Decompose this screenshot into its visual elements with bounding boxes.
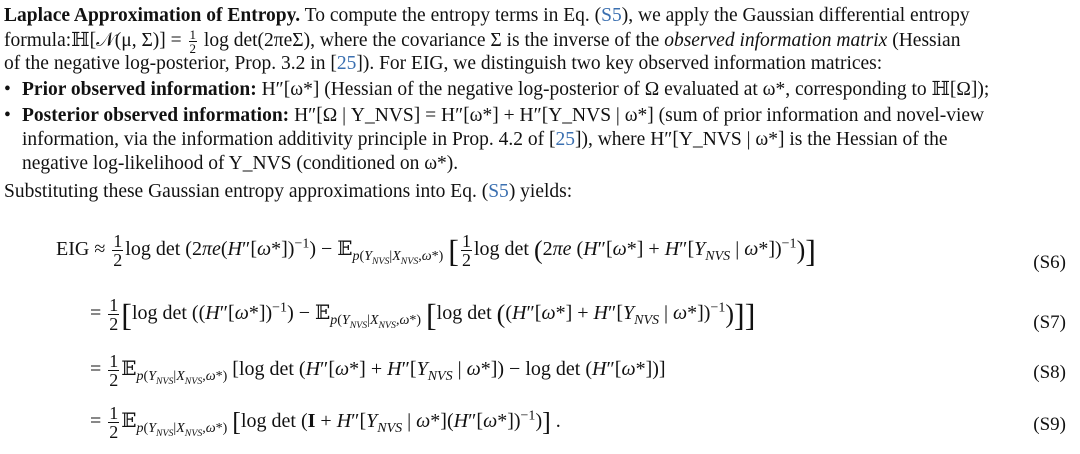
equation-label: (S7) [1033, 312, 1066, 333]
equation-s8: = $\frac{1}{2}$ 𝔼$_{p(Y_{NVS}|X_{NVS},\omega*)}$ [log $\det (H''[\omega*] + H''[Y_{NVS}$ | ω*]) − log det (H″[ω*])] [90, 351, 666, 390]
citation-link[interactable]: 25 [336, 53, 357, 74]
equation-label: (S9) [1033, 414, 1066, 435]
equation-s7: = $\frac{1}{2}$ [log $\det ((H''[\omega*])^{-1})$ − 𝔼$_{p(Y_{NVS}|X_{NVS},\omega*)}$ [log $\det ((H''[\omega*] + H''[Y_{NVS}$ | ω*])$^{-1}$)]] [90, 295, 756, 334]
bullet-posterior-line2: information, via the information additivity principle in Prop. 4.2 of [25]), where H″[Y_NVS | ω*] is the Hessian of the [22, 129, 948, 150]
para1-line3: of the negative log-posterior, Prop. 3.2 in [25]). For EIG, we distinguish two key observed information matrices: [4, 53, 883, 74]
bullet-posterior-line3: negative log-likelihood of Y_NVS (conditioned on ω*). [22, 153, 459, 174]
fraction-half: $\frac{1}{2}$ [189, 27, 197, 56]
eq-ref-link[interactable]: S5 [601, 5, 622, 26]
para1-line1: Laplace Approximation of Entropy. To compute the entropy terms in Eq. (S5), we apply the Gaussian differential entropy [4, 5, 970, 26]
eq-ref-link[interactable]: S5 [488, 181, 509, 202]
bullet-posterior: • Posterior observed information: H″[Ω | Y_NVS] = H″[ω*] + H″[Y_NVS | ω*] (sum of prior information and novel-view [4, 105, 985, 126]
para2: Substituting these Gaussian entropy approximations into Eq. (S5) yields: [4, 181, 573, 202]
bullet-dot-icon: • [4, 79, 11, 100]
section-heading: Laplace Approximation of Entropy. [4, 5, 301, 26]
equation-label: (S6) [1033, 252, 1066, 273]
equation-s6: EIG ≈ $\frac{1}{2}$ $\log \det (2\pi e(H''[\omega*])^{-1})$ − 𝔼$_{p(Y_{NVS}|X_{NVS},\omega*)}$ [ $\frac{1}{2}$ log det (2πe ($H''[\omega*] + H''[Y_{NVS}$ | ω*])$^{-1}$)] [56, 231, 816, 270]
bullet-prior: • Prior observed information: H″[ω*] (Hessian of the negative log-posterior of Ω evaluated at ω*, corresponding to ℍ[Ω]); [4, 79, 990, 100]
citation-link[interactable]: 25 [555, 129, 575, 150]
bullet-dot-icon: • [4, 105, 11, 126]
equation-label: (S8) [1033, 362, 1066, 383]
equation-s9: = $\frac{1}{2}$ 𝔼$_{p(Y_{NVS}|X_{NVS},\omega*)}$ [log $\det (I + H''[Y_{NVS}$ | $\omega*](H''[\omega*])^{-1}$)] . [90, 403, 561, 442]
para1-line2: formula:ℍ[𝒩(μ, Σ)] = $\frac{1}{2}$ log det(2πeΣ), where the covariance Σ is the inverse of the observed information matrix (Hessian [4, 27, 961, 56]
